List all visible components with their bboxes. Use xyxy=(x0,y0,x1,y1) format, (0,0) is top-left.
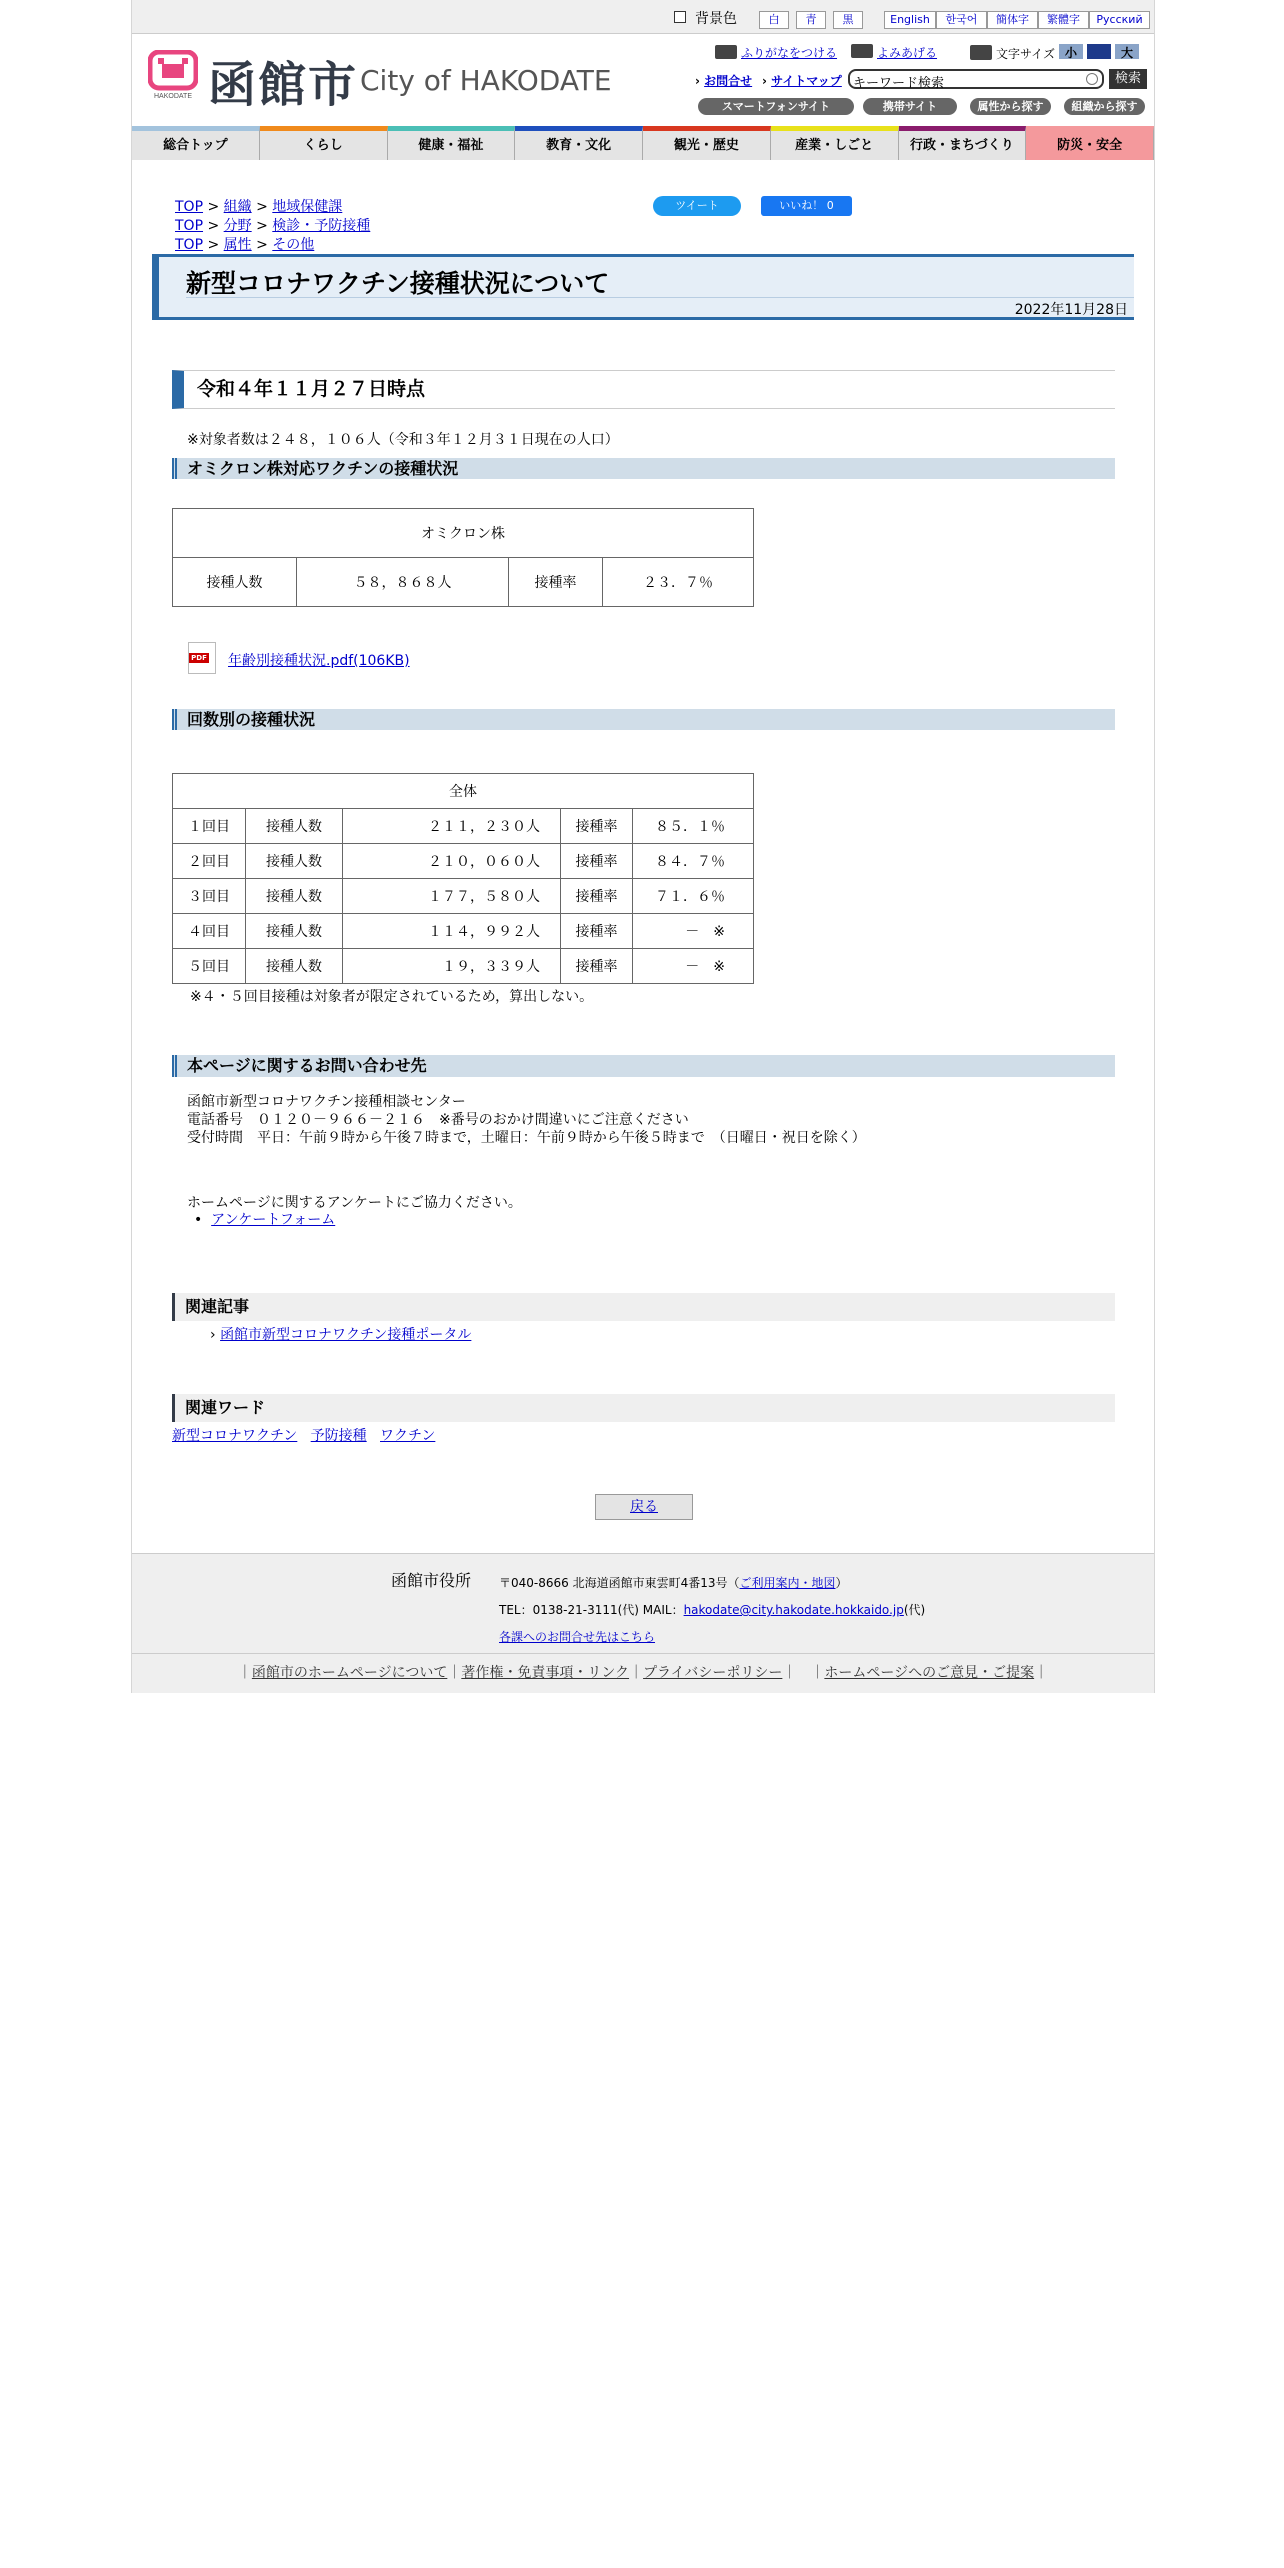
footer xyxy=(132,1553,1154,1653)
table-cell: ７１．６％ xyxy=(633,879,754,914)
table-cell: ２３．７％ xyxy=(603,558,754,607)
readaloud-link[interactable]: よみあげる xyxy=(877,46,938,60)
bg-color-label: 背景色 xyxy=(695,11,737,27)
nav-government[interactable]: 行政・まちづくり xyxy=(899,126,1027,160)
lang-simplified-chinese-link[interactable]: 簡体字 xyxy=(987,11,1038,29)
table-cell: ８５．１％ xyxy=(633,809,754,844)
bg-blue-button[interactable]: 青 xyxy=(796,11,826,29)
footer-address: 〒040-8666 北海道函館市東雲町4番13号（ xyxy=(499,1576,740,1590)
table-cell: 接種人数 xyxy=(246,879,343,914)
table-row xyxy=(173,844,754,879)
page-date: 2022年11月28日 xyxy=(1014,302,1128,318)
page-title: 新型コロナワクチン接種状況について xyxy=(186,269,610,298)
table-cell: １回目 xyxy=(173,809,246,844)
breadcrumb-link[interactable]: その他 xyxy=(272,237,315,253)
table-cell: 接種率 xyxy=(509,558,603,607)
mobile-site-button[interactable]: 携帯サイト xyxy=(863,98,957,115)
search-input[interactable]: キーワード検索 xyxy=(853,76,945,91)
target-population-note: ※対象者数は２４８，１０６人（令和３年１２月３１日現在の人口） xyxy=(187,432,619,448)
lang-korean-link[interactable]: 한국어 xyxy=(936,11,987,29)
footer-link-feedback[interactable]: ホームページへのご意見・ご提案 xyxy=(824,1665,1035,1681)
top-utility-bar xyxy=(132,0,1154,34)
footer-city-hall-name: 函館市役所 xyxy=(391,1571,472,1590)
related-article-link[interactable]: 函館市新型コロナワクチン接種ポータル xyxy=(220,1327,472,1343)
contact-link[interactable]: お問合せ xyxy=(704,74,753,88)
fontsize-icon xyxy=(970,45,992,60)
search-by-attribute-button[interactable]: 属性から探す xyxy=(970,98,1051,115)
tweet-button[interactable]: ツイート xyxy=(653,196,741,216)
bg-black-button[interactable]: 黒 xyxy=(833,11,863,29)
bg-color-icon xyxy=(674,11,686,23)
pdf-download-link[interactable]: 年齢別接種状況.pdf(106KB) xyxy=(228,653,410,669)
table-cell: 接種人数 xyxy=(246,949,343,984)
table-row xyxy=(173,879,754,914)
facebook-like-button[interactable]: いいね！ 0 xyxy=(761,196,852,216)
breadcrumb-link[interactable]: 検診・予防接種 xyxy=(272,218,371,234)
table-cell: 接種率 xyxy=(561,914,633,949)
bg-white-button[interactable]: 白 xyxy=(759,11,789,29)
table-cell: ４回目 xyxy=(173,914,246,949)
table-cell: ２１０，０６０人 xyxy=(343,844,561,879)
footer-link-about[interactable]: 函館市のホームページについて xyxy=(251,1665,448,1681)
table-cell: 接種人数 xyxy=(246,914,343,949)
keyword-link[interactable]: ワクチン xyxy=(380,1428,436,1444)
search-by-org-button[interactable]: 組織から探す xyxy=(1064,98,1145,115)
table-row xyxy=(173,914,754,949)
footer-map-link[interactable]: ご利用案内・地図 xyxy=(739,1576,836,1590)
footer-link-privacy[interactable]: プライバシーポリシー xyxy=(643,1665,783,1681)
survey-text: ホームページに関するアンケートにご協力ください。 xyxy=(187,1195,522,1211)
nav-industry-jobs[interactable]: 産業・しごと xyxy=(771,126,899,160)
nav-health-welfare[interactable]: 健康・福祉 xyxy=(388,126,516,160)
city-emblem-logo[interactable] xyxy=(148,50,198,100)
furigana-icon xyxy=(715,45,737,59)
breadcrumb-top-link[interactable]: TOP xyxy=(175,218,204,234)
related-article-item: › 函館市新型コロナワクチン接種ポータル xyxy=(210,1327,472,1343)
pdf-icon: PDF xyxy=(188,642,216,674)
omicron-table-header: オミクロン株 xyxy=(173,509,754,558)
footer-info: 〒040-8666 北海道函館市東雲町4番13号（ご利用案内・地図） TEL：0138-21-3111(代) MAIL：hakodate@city.hakodate.hokkaido.jp(代) 各課へのお問合せ先はこちら xyxy=(499,1576,926,1644)
inquiry-heading: 本ページに関するお問い合わせ先 xyxy=(172,1055,1115,1077)
dose-heading: 回数別の接種状況 xyxy=(172,709,1115,730)
breadcrumb-link[interactable]: 地域保健課 xyxy=(272,199,343,215)
table-cell: － ※ xyxy=(633,914,754,949)
omicron-table xyxy=(172,508,754,607)
speaker-icon xyxy=(851,44,873,58)
keyword-list xyxy=(172,1425,435,1445)
footer-nav: ｜函館市のホームページについて｜著作権・免責事項・リンク｜プライバシーポリシー｜ ｜ホームページへのご意見・ご提案｜ xyxy=(132,1653,1154,1693)
table-cell: ８４．７％ xyxy=(633,844,754,879)
logo-kanji[interactable]: 函館市 xyxy=(208,57,359,113)
sitemap-link[interactable]: サイトマップ xyxy=(771,74,842,88)
table-cell: ２回目 xyxy=(173,844,246,879)
smartphone-site-button[interactable]: スマートフォンサイト xyxy=(698,98,854,115)
search-icon xyxy=(1086,73,1098,85)
table-cell: 接種率 xyxy=(561,949,633,984)
global-nav xyxy=(132,126,1154,160)
keyword-link[interactable]: 新型コロナワクチン xyxy=(172,1428,298,1444)
table-cell: 接種率 xyxy=(561,879,633,914)
table-row xyxy=(173,949,754,984)
footer-tel: TEL：0138-21-3111(代) MAIL： xyxy=(499,1603,684,1617)
breadcrumb-top-link[interactable]: TOP xyxy=(175,237,204,253)
search-button[interactable]: 検索 xyxy=(1109,69,1147,89)
furigana-link[interactable]: ふりがなをつける xyxy=(741,46,838,60)
table-cell: １９，３３９人 xyxy=(343,949,561,984)
breadcrumb: TOP > 組織 > 地域保健課 TOP > 分野 > 検診・予防接種 TOP > 属性 > その他 xyxy=(175,199,371,253)
breadcrumb-link[interactable]: 分野 xyxy=(223,218,252,234)
dose-note: ※４・５回目接種は対象者が限定されているため，算出しない。 xyxy=(190,989,594,1005)
survey-link[interactable]: アンケートフォーム xyxy=(211,1212,336,1228)
breadcrumb-link[interactable]: 組織 xyxy=(223,199,252,215)
breadcrumb-top-link[interactable]: TOP xyxy=(175,199,204,215)
dose-table-header: 全体 xyxy=(173,774,754,809)
logo-small-text: HAKODATE xyxy=(154,93,192,100)
table-cell: ２１１，２３０人 xyxy=(343,809,561,844)
back-link[interactable]: 戻る xyxy=(630,1499,658,1515)
table-cell: 接種人数 xyxy=(246,844,343,879)
section-heading-date: 令和４年１１月２７日時点 xyxy=(172,370,1115,409)
breadcrumb-link[interactable]: 属性 xyxy=(223,237,252,253)
omicron-heading: オミクロン株対応ワクチンの接種状況 xyxy=(172,458,1115,479)
keyword-link[interactable]: 予防接種 xyxy=(310,1428,367,1444)
search-box xyxy=(848,69,1104,89)
nav-top[interactable]: 総合トップ xyxy=(132,126,260,160)
table-cell: 接種人数 xyxy=(246,809,343,844)
footer-mail-link[interactable]: hakodate@city.hakodate.hokkaido.jp xyxy=(683,1603,904,1617)
fontsize-label: 文字サイズ xyxy=(996,47,1056,61)
nav-education-culture[interactable]: 教育・文化 xyxy=(515,126,643,160)
back-button[interactable] xyxy=(595,1494,693,1520)
table-cell: ５８，８６８人 xyxy=(297,558,509,607)
inquiry-line: 受付時間 平日：午前９時から午後７時まで，土曜日：午前９時から午後５時まで （日曜日・祝日を除く） xyxy=(187,1130,866,1146)
table-cell: １１４，９９２人 xyxy=(343,914,561,949)
table-cell: 接種人数 xyxy=(173,558,297,607)
table-cell: 接種率 xyxy=(561,844,633,879)
inquiry-line: 函館市新型コロナワクチン接種相談センター xyxy=(187,1094,466,1110)
footer-link-copyright[interactable]: 著作権・免責事項・リンク xyxy=(461,1665,630,1681)
fontsize-large-button[interactable]: 大 xyxy=(1115,44,1139,59)
inquiry-line: 電話番号 ０１２０－９６６－２１６ ※番号のおかけ間違いにご注意ください xyxy=(187,1112,689,1128)
dose-table xyxy=(172,773,754,984)
fontsize-small-button[interactable]: 小 xyxy=(1059,44,1083,59)
page-title-box xyxy=(152,254,1134,320)
fontsize-medium-button[interactable]: 中 xyxy=(1087,44,1111,59)
nav-disaster-safety[interactable]: 防災・安全 xyxy=(1026,126,1154,160)
title-divider xyxy=(186,297,1134,298)
lang-traditional-chinese-link[interactable]: 繁體字 xyxy=(1038,11,1089,29)
lang-english-link[interactable]: English xyxy=(884,11,936,29)
table-cell: － ※ xyxy=(633,949,754,984)
table-cell: ３回目 xyxy=(173,879,246,914)
related-articles-heading: 関連記事 xyxy=(172,1293,1115,1321)
lang-russian-link[interactable]: Русский xyxy=(1089,11,1150,29)
table-row xyxy=(173,809,754,844)
footer-contacts-link[interactable]: 各課へのお問合せ先はこちら xyxy=(499,1630,656,1644)
table-cell: 接種率 xyxy=(561,809,633,844)
inquiry-text xyxy=(187,1093,866,1147)
table-cell: １７７，５８０人 xyxy=(343,879,561,914)
survey-list-item: • アンケートフォーム xyxy=(194,1212,336,1228)
related-words-heading: 関連ワード xyxy=(172,1394,1115,1422)
logo-english[interactable]: City of HAKODATE xyxy=(360,64,612,97)
nav-living[interactable]: くらし xyxy=(260,126,388,160)
page-wrapper: 背景色 白 青 黒 English 한국어 簡体字 繁體字 Русский HAKODATE 函館市 City of HAKODATE ふりがなをつける よみあげる 文字サイズ 小 中 大 › お問合せ › サイトマップ キーワード検索 検索 スマートフォンサイト 携帯サイト 属性から探す 組織から探す 総合トップ くらし 健康・福祉 教育・文化 観光・歴史 産業・しごと 行政・まちづくり 防災・安全 TOP > 組織 > 地域保健課 TOP > 分野 > 検診・予防接種 TOP > 属性 > その他 ツイート いいね！ 0 新型コロナワクチン接種状況について 2022年11月28日 令和４年１１月２７日時点 ※対象者数は２４８，１０６人（令和３年１２月３１日現在の人口） オミクロン株対応ワクチンの接種状況 オミクロン株 接種人数 ５８，８６８人 接種率 ２３．７％ PDF 年齢別接種状況.pdf(106KB) 回数別の接種状況 全体 １回目 接種人数 ２１１，２３０人 接種率 ８５．１％ ２回目 接種人数 ２１０，０６０人 接種率 ８４．７％ ３回目 接種人数 １７７，５８０人 接種率 ７１．６％ ４回目 接種人数 １１４，９９２人 接種率 － ※ ５回目 接種人数 １９，３３９人 接種率 － ※ ※４・５回目接種は対象者が限定されているため，算出しない。 本ページに関するお問い合わせ先 函館市新型コロナワクチン接種相談センター 電話番号 ０１２０－９６６－２１６ ※番号のおかけ間違いにご注意ください 受付時間 平日：午前９時から午後７時まで，土曜日：午前９時から午後５時まで （日曜日・祝日を除く） ホームページに関するアンケートにご協力ください。 • アンケートフォーム 関連記事 › 函館市新型コロナワクチン接種ポータル 関連ワード 新型コロナワクチン 予防接種 ワクチン 戻る 函館市役所 〒040-8666 北海道函館市東雲町4番13号（ご利用案内・地図） TEL：0138-21-3111(代) MAIL：hakodate@city.hakodate.hokkaido.jp(代) 各課へのお問合せ先はこちら ｜函館市のホームページについて｜著作権・免責事項・リンク｜プライバシーポリシー｜ ｜ホームページへのご意見・ご提案｜ xyxy=(131,0,1155,1693)
nav-tourism-history[interactable]: 観光・歴史 xyxy=(643,126,771,160)
table-cell: ５回目 xyxy=(173,949,246,984)
